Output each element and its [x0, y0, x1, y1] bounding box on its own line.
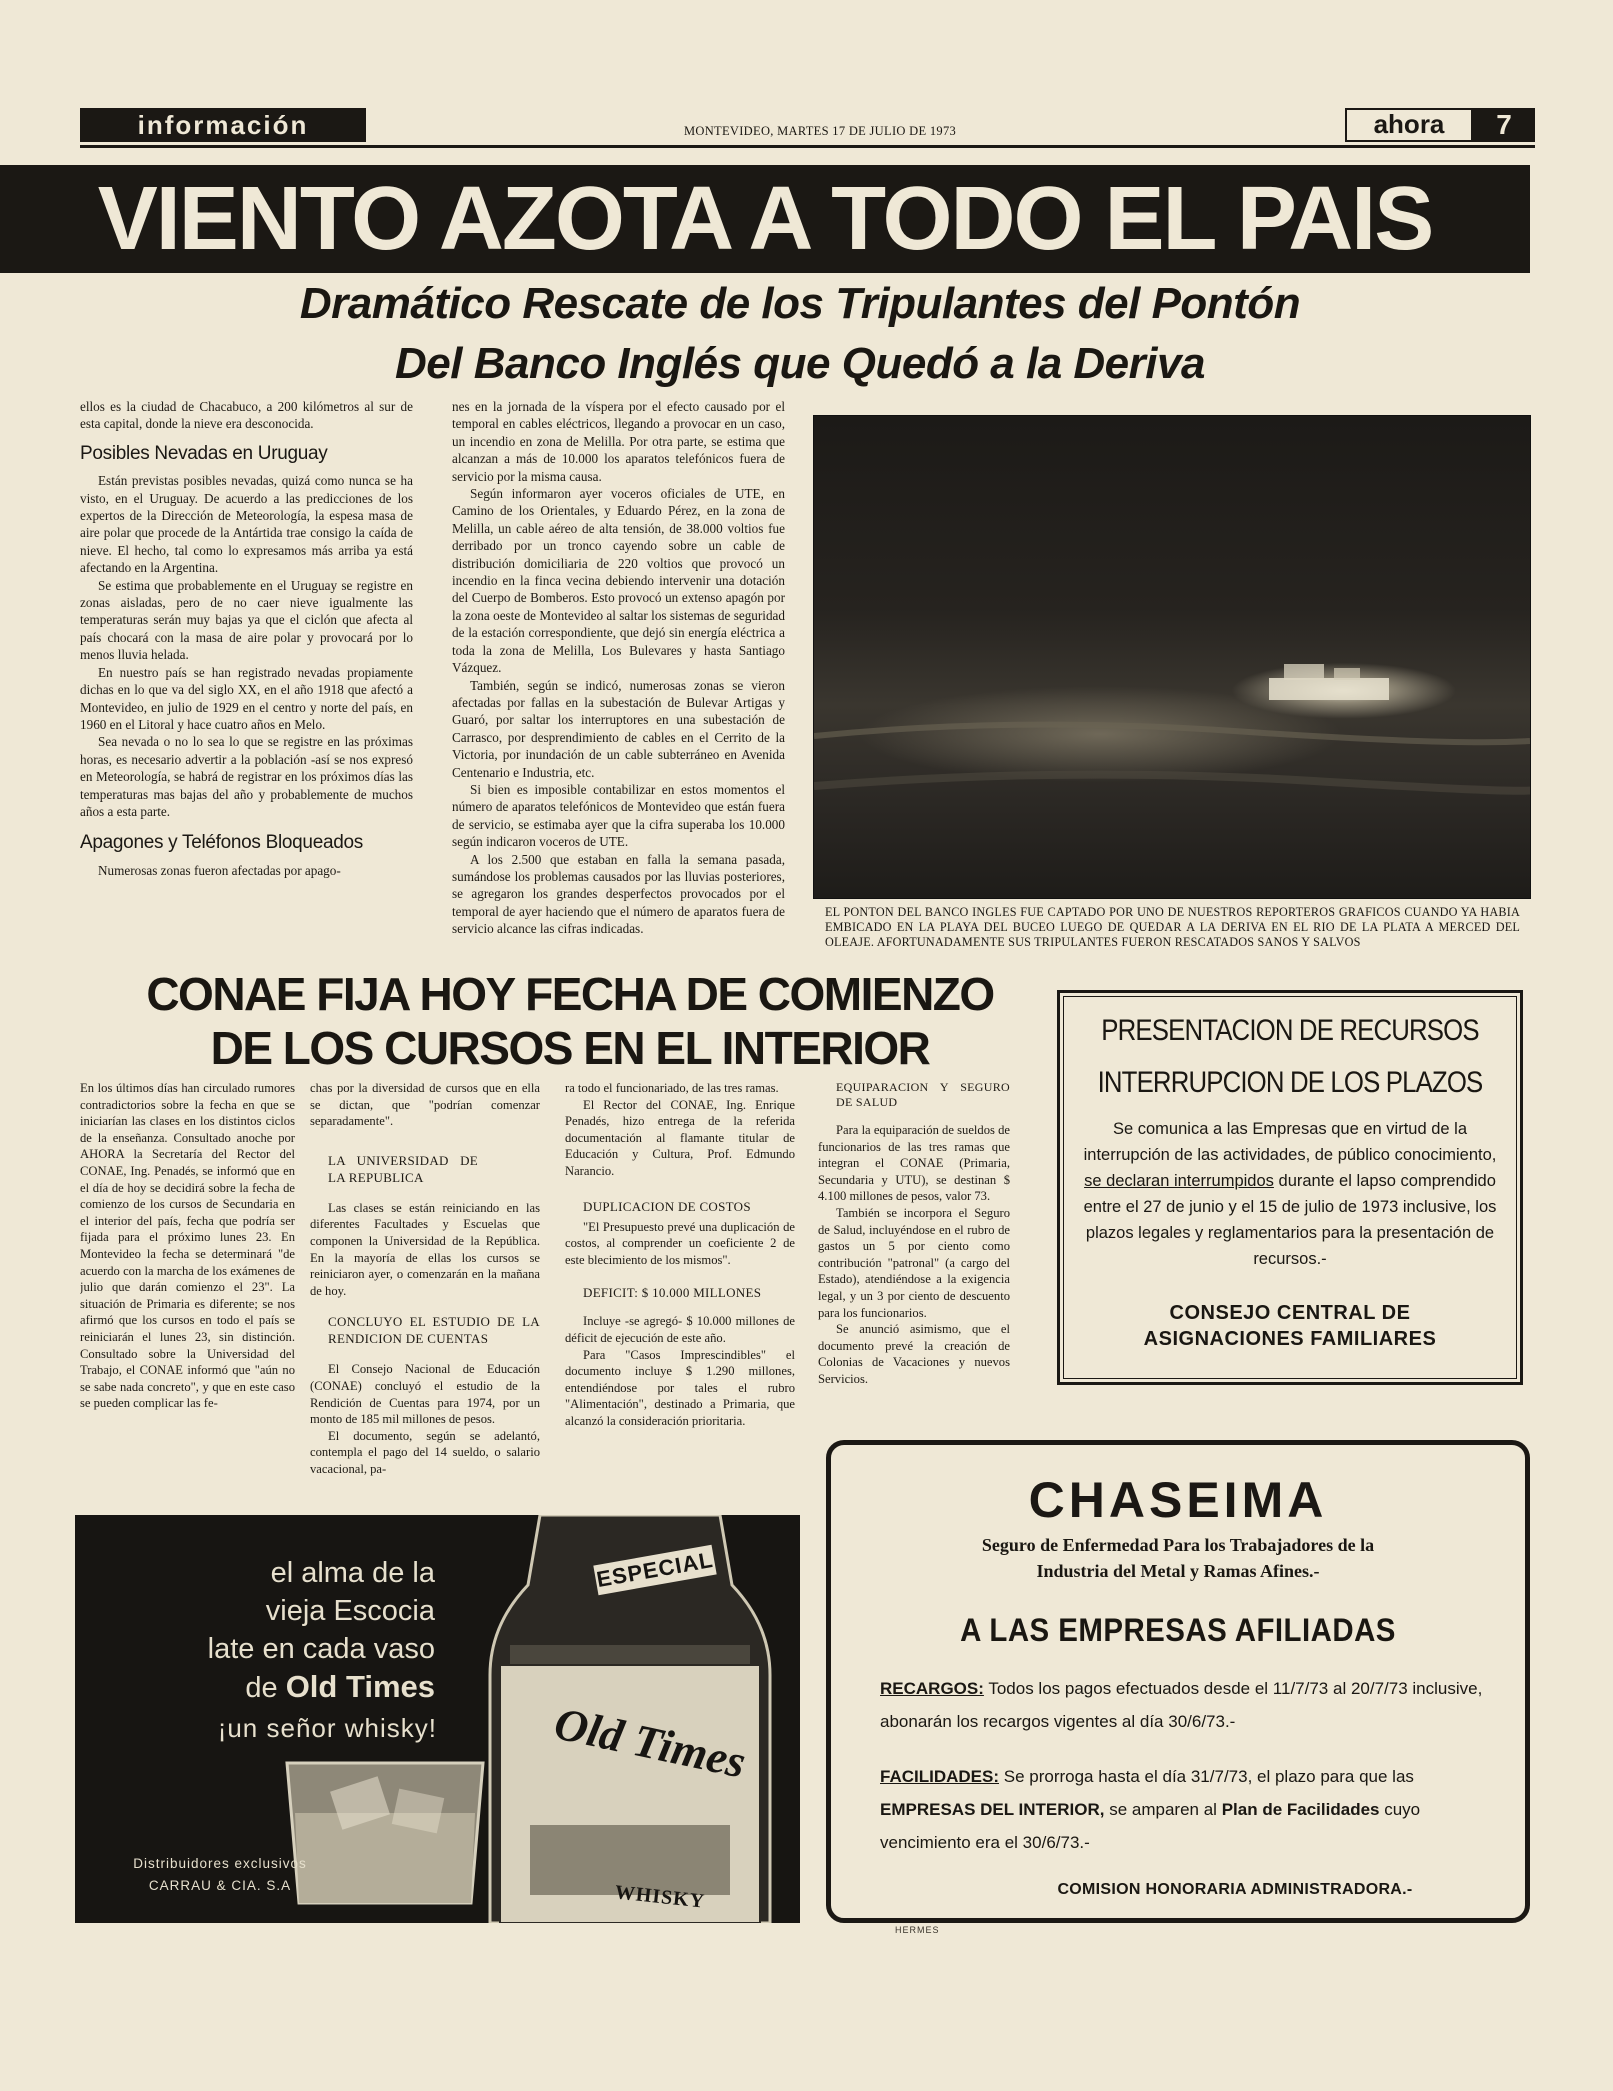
- chaseima-recargos: [880, 1672, 1490, 1738]
- chaseima-name: CHASEIMA: [1028, 1472, 1328, 1528]
- photo-caption: EL PONTON DEL BANCO INGLES FUE CAPTADO POR UNO DE NUESTROS REPORTEROS GRAFICOS CUANDO YA HABIA EMBICADO EN LA PLAYA DEL BUCEO LUEGO DE QUEDAR A LA DERIVA EN EL RIO DE LA PLATA A MERCED DEL OLEAJE. AFORTUNADAMENTE SUS TRIPULANTES FUERON RESCATADOS SANOS Y SALVOS: [825, 905, 1520, 949]
- page-number: 7: [1473, 108, 1535, 142]
- facilidades-text-1: Se prorroga hasta el día 31/7/73, el plazo para que las: [1003, 1767, 1414, 1786]
- subhead-deficit: DEFICIT: $ 10.000 MILLONES: [583, 1285, 762, 1301]
- bottle-label-bottom: WHISKY: [613, 1881, 707, 1913]
- subhead-duplicacion: DUPLICACION DE COSTOS: [583, 1198, 751, 1214]
- whisky-line-3: late en cada vaso: [207, 1633, 435, 1665]
- lead-p5: Numerosas zonas fueron afectadas por apago-: [98, 862, 341, 878]
- conae-col2-p1: chas por la diversidad de cursos que en ella se dictan, que "podrían comenzar separadamente".: [310, 1081, 540, 1129]
- conae-col3-p2: El Rector del CONAE, Ing. Enrique Penadés, hizo entrega de la referida documentación al flamante titular de Educación y Cultura, Prof. Edmundo Narancio.: [565, 1097, 795, 1178]
- conae-col2-p2: Las clases se están reiniciando en las diferentes Facultades y Escuelas que componen la Universidad de la República. En la mayoría de ellas los cursos se reiniciaron ayer, o comenzarán en la mañana de hoy.: [310, 1200, 540, 1298]
- lead-column-2: [452, 398, 785, 966]
- subhead-universidad: LA UNIVERSIDAD DE LA REPUBLICA: [328, 1152, 478, 1185]
- conae-col4-p2: También se incorpora el Seguro de Salud, incluyéndose en el rubro de gastos un 5 por ciento como contribución "patronal" (a cargo del Estado), atendiéndose a la exigencia legal, y un 3 por ciento de descuento para los funcionarios.: [818, 1205, 1010, 1320]
- lead-col2-p1: nes en la jornada de la víspera por el efecto causado por el temporal en cables eléctricos, llegando a provocar en un caso, un incendio en zona de Melilla. Por otra parte, se estima que alcanzan a más de 10.000 los aparatos telefónicos fuera de servicio por la misma causa.: [452, 399, 785, 484]
- facilidades-text-3: cuyo vencimiento era el 30/6/73.-: [880, 1800, 1421, 1852]
- conae-col1-text: En los últimos días han circulado rumores contradictorios sobre la fecha en que se iniciarían las clases en los distintos ciclos de la enseñanza. Consultado anoche por AHORA la Secretaría del Rector del CONAE, Ing. Penadés, se informó que en el día de hoy se decidirá sobre la fecha de comienzo de los cursos de Secundaria en el interior del país, fecha que podría ser fijada para el próximo lunes 23. En Montevideo la fecha se determinará "de acuerdo con la marcha de los exámenes de julio que darán comienzo el 23". La situación de Primaria es diferente; se nos afirmó que los cursos en todo el país se reiniciarán el lunes 23, sin distinción. Consultado sobre la Universidad del Trabajo, el CONAE informó que "aún no se sabe nada concreto", y que en este caso se pueden complicar las fe-: [80, 1081, 295, 1411]
- masthead-rule: [80, 145, 1535, 148]
- lead-column-1: [80, 398, 413, 958]
- lead-col2-p3: También, según se indicó, numerosas zonas se vieron afectadas por fallas en la subestación de Bulevar Artigas y Guaró, por saltar los interruptores en una subestación de Carrasco, por desprendimiento de cables en el Cerrito de la Victoria, por inundación de un cable subterráneo en Avenida Centenario e Industria, etc.: [452, 677, 785, 780]
- notice-body-after: durante el lapso comprendido entre el 27 de junio y el 15 de julio de 1973 inclusive, los plazos legales y reglamentarios para la presentación de recursos.-: [1083, 1172, 1497, 1268]
- lead-col2-p5: A los 2.500 que estaban en falla la semana pasada, sumándose los problemas causados por las lluvias posteriores, se agregaron los grandes desperfectos provocados por el temporal de ayer haciendo que el número de aparatos fuera de servicio alcance las cifras indicadas.: [452, 851, 785, 937]
- notice-title-2: INTERRUPCION DE LOS PLAZOS: [1097, 1066, 1483, 1099]
- section-label: información: [80, 108, 366, 142]
- whisky-distributor-1: Distribuidores exclusivos: [133, 1856, 307, 1871]
- lead-p2: Se estima que probablemente en el Uruguay se registre en zonas aisladas, pero de no caer nieve igualmente las temperaturas serán muy bajas ya que el ciclón que afecta al país chocará con la masa de aire polar y provocará por lo menos lluvia helada.: [80, 577, 413, 663]
- whisky-ad: [75, 1515, 800, 1923]
- notice-signature-1: CONSEJO CENTRAL DE: [1169, 1302, 1411, 1324]
- chaseima-facilidades: [880, 1760, 1490, 1859]
- conae-col3-p5: Para "Casos Imprescindibles" el documento incluye $ 1.290 millones, entendiéndose por tales el rubro "Alimentación", destinado a Primaria, que alcanzó la consideración prioritaria.: [565, 1347, 795, 1428]
- bottle-label-top: ESPECIAL: [593, 1545, 716, 1595]
- facilidades-label: FACILIDADES:: [880, 1767, 999, 1786]
- conae-column-4: [818, 1080, 1010, 1410]
- recargos-label: RECARGOS:: [880, 1679, 984, 1698]
- conae-headline-line1: CONAE FIJA HOY FECHA DE COMIENZO: [146, 968, 994, 1020]
- conae-headline-line2: DE LOS CURSOS EN EL INTERIOR: [210, 1022, 930, 1074]
- subhead-nevadas: Posibles Nevadas en Uruguay: [80, 442, 328, 464]
- notice-signature-2: ASIGNACIONES FAMILIARES: [1143, 1328, 1437, 1350]
- notice-body: [1080, 1116, 1500, 1272]
- subhead-equiparacion: EQUIPARACION Y SEGURO DE SALUD: [836, 1080, 1010, 1109]
- paper-name: ahora: [1345, 108, 1473, 142]
- conae-col2-p3: El Consejo Nacional de Educación (CONAE) concluyó el estudio de la Rendición de Cuentas para 1974, por un monto de 185 mil millones de pesos.: [310, 1362, 540, 1427]
- lead-deck-line2: Del Banco Inglés que Quedó a la Deriva: [395, 339, 1205, 388]
- conae-col3-p3: "El Presupuesto prevé una duplicación de costos, al comprender un coeficiente 2 de este blecimiento de los mismos".: [565, 1219, 795, 1267]
- lead-headline: VIENTO AZOTA A TODO EL PAIS: [97, 169, 1433, 269]
- whisky-line-2: vieja Escocia: [265, 1595, 435, 1627]
- conae-col2-p4: El documento, según se adelantó, contempla el pago del 14 sueldo, o salario vacacional, pa-: [310, 1428, 540, 1476]
- bottle-label-script: Old Times: [550, 1697, 751, 1788]
- lead-intro: ellos es la ciudad de Chacabuco, a 200 kilómetros al sur de esta capital, donde la nieve era desconocida.: [80, 399, 413, 432]
- conae-column-3: [565, 1080, 795, 1490]
- whisky-line-4: [115, 1669, 435, 1706]
- ponton-photo: [813, 415, 1531, 899]
- lead-p1: Están previstas posibles nevadas, quizá como nunca se ha visto, en el Uruguay. De acuerdo a las predicciones de los expertos de la Dirección de Meteorología, la espesa masa de aire polar que procede de la Antártida trae consigo la caída de nieve. El hecho, tal como lo expresamos más arriba ya está afectando en la Argentina.: [80, 473, 413, 576]
- lead-col2-p2: Según informaron ayer voceros oficiales de UTE, en Camino de los Orientales, y Eduardo Pérez, en la zona de Melilla, un cable aéreo de alta tensión, de 38.000 voltios fue derribado por un tronco cayendo sobre un cable de distribución domiciliaria de 220 voltios que provocó un incendio en la finca vecina debiendo intervenir una dotación del Cuerpo de Bomberos. Esto provocó un extenso apagón por la zona oeste de Montevideo al saltar los sistemas de seguridad de la estación correspondiente, que dejó sin energía eléctrica a toda la zona de Melilla, Los Bulevares y hasta Santiago Vázquez.: [452, 486, 785, 676]
- whisky-line-5: ¡un señor whisky!: [217, 1713, 437, 1743]
- whisky-line-4-prefix: de: [245, 1672, 278, 1704]
- lead-p4: Sea nevada o no lo sea lo que se registre en las próximas horas, es necesario advertir a la población -así se nos expresó en Meteorología, se habrá de registrar en los próximos días las temperaturas mas bajas del año y probablemente de muchos años a esta parte.: [80, 734, 413, 819]
- subhead-rendicion: CONCLUYO EL ESTUDIO DE LA RENDICION DE CUENTAS: [328, 1314, 540, 1347]
- ship-silhouette: [814, 416, 1530, 898]
- facilidades-text-2: se amparen al: [1109, 1800, 1217, 1819]
- recargos-text: Todos los pagos efectuados desde el 11/7/73 al 20/7/73 inclusive, abonarán los recargos vigentes al día 30/6/73.-: [880, 1679, 1483, 1731]
- subhead-apagones: Apagones y Teléfonos Bloqueados: [80, 832, 363, 854]
- whisky-distributor-2: CARRAU & CIA. S.A: [148, 1878, 292, 1893]
- conae-column-2: [310, 1080, 540, 1490]
- conae-col3-p1: ra todo el funcionariado, de las tres ramas.: [565, 1081, 779, 1095]
- dateline: MONTEVIDEO, MARTES 17 DE JULIO DE 1973: [683, 124, 957, 138]
- conae-column-1: [80, 1080, 295, 1490]
- notice-body-underlined: se declaran interrumpidos: [1084, 1172, 1274, 1190]
- chaseima-subtitle-2: Industria del Metal y Ramas Afines.-: [1036, 1561, 1320, 1581]
- lead-deck-line1: Dramático Rescate de los Tripulantes del Pontón: [299, 279, 1301, 328]
- conae-col3-p4: Incluye -se agregó- $ 10.000 millones de déficit de ejecución de este año.: [565, 1314, 795, 1345]
- conae-col4-p3: Se anunció asimismo, que el documento prevé la creación de Colonias de Vacaciones y nuevos Servicios.: [818, 1322, 1010, 1386]
- chaseima-agency: HERMES: [895, 1925, 940, 1935]
- whisky-brand: Old Times: [285, 1669, 435, 1704]
- notice-title-1: PRESENTACION DE RECURSOS: [1101, 1014, 1479, 1047]
- facilidades-bold-2: Plan de Facilidades: [1221, 1800, 1380, 1819]
- chaseima-subtitle-1: Seguro de Enfermedad Para los Trabajadores de la: [981, 1535, 1375, 1555]
- notice-body-before: Se comunica a las Empresas que en virtud de la interrupción de las actividades, de público conocimiento,: [1083, 1120, 1497, 1164]
- chaseima-heading: A LAS EMPRESAS AFILIADAS: [960, 1612, 1396, 1648]
- facilidades-bold-1: EMPRESAS DEL INTERIOR,: [880, 1800, 1105, 1819]
- lead-p3: En nuestro país se han registrado nevadas propiamente dichas en lo que va del siglo XX, en el año 1918 que afectó a Montevideo, en julio de 1929 en el centro y norte del país, en 1960 en el Litoral y hace cuatro años en Melo.: [80, 664, 413, 732]
- conae-col4-p1: Para la equiparación de sueldos de funcionarios de las tres ramas que integran el CONAE (Primaria, Secundaria y UTU), se destinan $ 4.100 millones de pesos, valor 73.: [818, 1123, 1010, 1204]
- lead-col2-p4: Si bien es imposible contabilizar en estos momentos el número de aparatos telefónicos de Montevideo que están fuera de servicio, se estimaba ayer que la cifra superaba los 10.000 según indicaron voceros de UTE.: [452, 781, 785, 850]
- whisky-line-1: el alma de la: [270, 1557, 435, 1589]
- chaseima-signature: COMISION HONORARIA ADMINISTRADORA.-: [1057, 1881, 1413, 1898]
